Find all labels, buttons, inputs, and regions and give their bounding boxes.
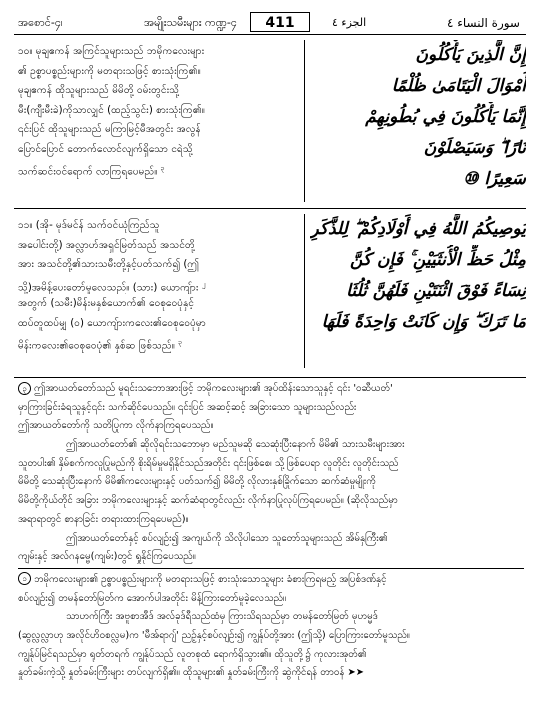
verse-11-arabic [310, 214, 526, 338]
footnote-mark: ၂ [201, 279, 206, 288]
arabic-line: يُوصِيكُمُ اللَّهُ فِي أَوْلَادِكُمْ ۖ لِلذَّكَرِ [310, 219, 526, 239]
translation-line: မိန်းကလေး၏ဝေစုဝေပုံ၏ နှစ်ဆ ဖြစ်သည်။ $^၃$ [18, 338, 183, 352]
column-divider [304, 214, 305, 368]
note-line: ကျမ်းနှင့် အလ်ဂနမ္ဗေ(ကျမ်း)တွင် ရှုနိုင်ကြပေသည်။ [18, 551, 196, 563]
translation-line: ထပ်တူထပ်မျှ (ဝ) ယောကျ်ားကလေး၏ဝေစုဝေပုံမှာ [18, 317, 206, 329]
translation-line: ၁၀။ မုချဧကန် အကြင်သူများသည် ဘမိုကလေးများ [18, 46, 205, 57]
header-rule [14, 34, 526, 35]
footnote-mark: ၃ [178, 338, 183, 346]
translation-line: သက်ဆင်းဝင်ရောက် လာကြရပေမည်။ $^၃$ [18, 164, 165, 178]
notes-separator [18, 568, 524, 569]
translation-line: မုချဧကန် ထိုသူများသည် မိမိတို့ ဝမ်းတွင်းသို့ [18, 85, 180, 96]
notes-rule [14, 377, 526, 378]
note-line: နှုတ်ခမ်းကဲ့သို့ နှုတ်ခမ်းကြီးများ တပ်လျက်ရှိ၏။ ထိုသူများ၏ နှုတ်ခမ်းကြီးကို ဆွဲကိုင်ရန် တာဝန် ➤➤ [18, 667, 364, 679]
translation-line: မီး(ကျီးမီးခဲ)ကိုသာလျှင် (ထည့်သွင်း) စားသုံးကြ၏။ [18, 104, 205, 116]
sura-arabic-title: سورة النساء ٤ [446, 16, 520, 30]
note-line: အရာရာတွင် စာနာခြင်း တရားထားကြရပေမည်)။ [18, 513, 189, 525]
note-line: ဤအာယတ်တော်ကို သတိပြုကာ လိုက်နာကြရပေသည်။ [18, 420, 214, 432]
column-divider [304, 40, 305, 202]
translation-line: ၎င်းပြင် ထိုသူများသည် မကြာမြင့်မီအတွင်း အလွန် [18, 124, 201, 135]
arabic-line: أَمْوَالَ الْيَتَامَىٰ ظُلْمًا [391, 76, 526, 96]
note-line: စပ်လျဉ်း၍ တမန်တော်မြတ်က အောက်ပါအတိုင်း မိန့်ကြားတော်မူခဲ့လေသည်။ [18, 592, 286, 604]
arabic-line: إِنَّ الَّذِينَ يَأْكُلُونَ [415, 45, 526, 65]
note-line: မှာကြားခြင်းခံရသူနှင့်၎င်း သက်ဆိုင်ပေသည်။ ၎င်းပြင် အဆင့်ဆင့် အခြားသော သူများသည်လည်း [18, 401, 357, 413]
note-line: ကျွန်ုပ်မြင်ရသည်မှာ ရုတ်တရက် ကျွန်ုပ်သည် လူတစုထံ ရောက်ရှိသွား၏။ ထိုသူတို့၌ ကုလားအုတ်၏ [18, 648, 367, 660]
footnote-circle-mark: ၃ [18, 382, 31, 395]
note-line: သူတပါး၏ နှိမ်စက်ကလူပြုမည်ကို စိုးရိမ်မှုမရှိနိုင်သည်အတိုင်း ၎င်းဖြစ်စေ၊ သို့ဖြစ်ပေရာ လူတိုင်း လူတိုင်းသည် [18, 457, 399, 469]
arabic-line: سَعِيرًا ⑩ [463, 169, 526, 189]
note-line: မိမိတို့ သေဆုံးပြီးနောက် မိမိ၏ကလေးများနှင့် ပတ်သက်၍ မိမိတို့ လိုလားနှစ်ခြိုက်သော ဆက်ဆံမှုမျိုးကို [18, 476, 376, 488]
verse-11-block [14, 210, 526, 372]
note-line: သာဟက်ကြီး အဗူစာအီဒ် အလ်ခုဒ်ရီသည်ထံမှ ကြားသိရသည်မှာ တမန်တော်မြတ် မုဟမ္မဒ် [66, 611, 378, 623]
translation-line: အတွက် (သမီး)မိန်းမနှစ်ယောက်၏ ဝေစုဝေပုံနှင့် [18, 298, 195, 309]
note-line: ၁ ဘမိုကလေးများ၏ ဥစ္စာပစ္စည်းများကို မတရားသဖြင့် စားသုံးသောသူများ ခံစားကြရမည့် အပြစ်ဒဏ်နှင့် [18, 571, 524, 590]
translation-line: အပေါင်းတို့) အလ္လာဟ်အရှင်မြတ်သည် အသင်တို့ [18, 239, 195, 251]
footnote-mark: ၃ [160, 164, 165, 172]
translation-line: ပြောင်ပြောင် တောက်လောင်လျက်ရှိသော ငရဲသို့ [18, 143, 193, 155]
note-line: ဤအာယတ်တော်နှင့် စပ်လျဉ်း၍ အကျယ်ကို သိလိုပါသော သူတော်သူများသည် အိမ်နှကြီး၏ [66, 532, 388, 544]
page-number: 411 [250, 12, 310, 32]
note-line: (ဆွလ္လလ္လာဟု အလိုင်ဟိဝစလ္လမ)က 'မီအ်ရာဂျ်' ညဉ့်နှင့်စပ်လျဉ်း၍ ကျွန်ုပ်တို့အား (ဤသို့) ပြောကြားတော်မူသည်။ [18, 629, 410, 641]
commentary-notes [18, 380, 524, 683]
note-line: ဤအာယတ်တော်၏ ဆိုလိုရင်းသဘောမှာ မည်သူမဆို သေဆုံးပြီးနောက် မိမိ၏ သားသမီးများအား [66, 439, 405, 451]
translation-line: သို့)အမိန့်ပေးတော်မူလေသည်။ (သား) ယောကျ်ား $^၂$ [18, 279, 206, 293]
note-line: မိမိတို့ကိုယ်တိုင် အခြား ဘမိုကလေးများနှင့် ဆက်ဆံရာတွင်လည်း လိုက်နာပြုလုပ်ကြရပေမည်။ (ဆိုလိုသည်မှာ [18, 495, 398, 507]
arabic-line: مَا تَرَكَ ۖ وَإِن كَانَتْ وَاحِدَةً فَلَهَا [321, 312, 526, 332]
footnote-circle-mark: ၁ [18, 572, 31, 585]
arabic-line: إِنَّمَا يَأْكُلُونَ فِي بُطُونِهِمْ [365, 107, 526, 127]
verse-11-translation [18, 216, 300, 353]
translation-line: အား အသင်တို့၏သားသမီးတို့နှင့်ပတ်သက်၍ (ဤ [18, 259, 200, 270]
juz-label: الجزء ٤ [332, 16, 367, 29]
verse-10-arabic [310, 40, 526, 195]
verse-10-block [14, 36, 526, 206]
chapter-label: အစောင်-၄၊ [18, 16, 63, 29]
arabic-line: نَارًا ۖ وَسَيَصْلَوْنَ [423, 138, 526, 158]
translation-line: ၁၁။ (အို- မုဒ်မင်န် သက်ဝင်ယုံကြည်သူ [18, 220, 160, 231]
note-line: ၃ ဤအာယတ်တော်သည် မူရင်းသဘောအားဖြင့် ဘမိုကလေးများ၏ အုပ်ထိန်းသောသူနှင့် ၎င်း 'ဝဆီယတ်' [18, 380, 524, 399]
translation-line: ၏ ဥစ္စာပစ္စည်းများကို မတရားသဖြင့် စားသုံးကြ၏။ [18, 65, 201, 77]
page-header [14, 12, 526, 34]
arabic-line: مِثْلُ حَظِّ الْأُنثَيَيْنِ ۚ فَإِن كُنَّ [350, 250, 526, 270]
verse-separator-rule [14, 208, 526, 209]
verse-10-translation [18, 42, 300, 179]
arabic-line: نِسَاءً فَوْقَ اثْنَتَيْنِ فَلَهُنَّ ثُلُثَا [346, 281, 526, 301]
sura-myanmar-title: အမျိုးသမီးများ ကဏ္ဍ-၄ [144, 16, 238, 29]
